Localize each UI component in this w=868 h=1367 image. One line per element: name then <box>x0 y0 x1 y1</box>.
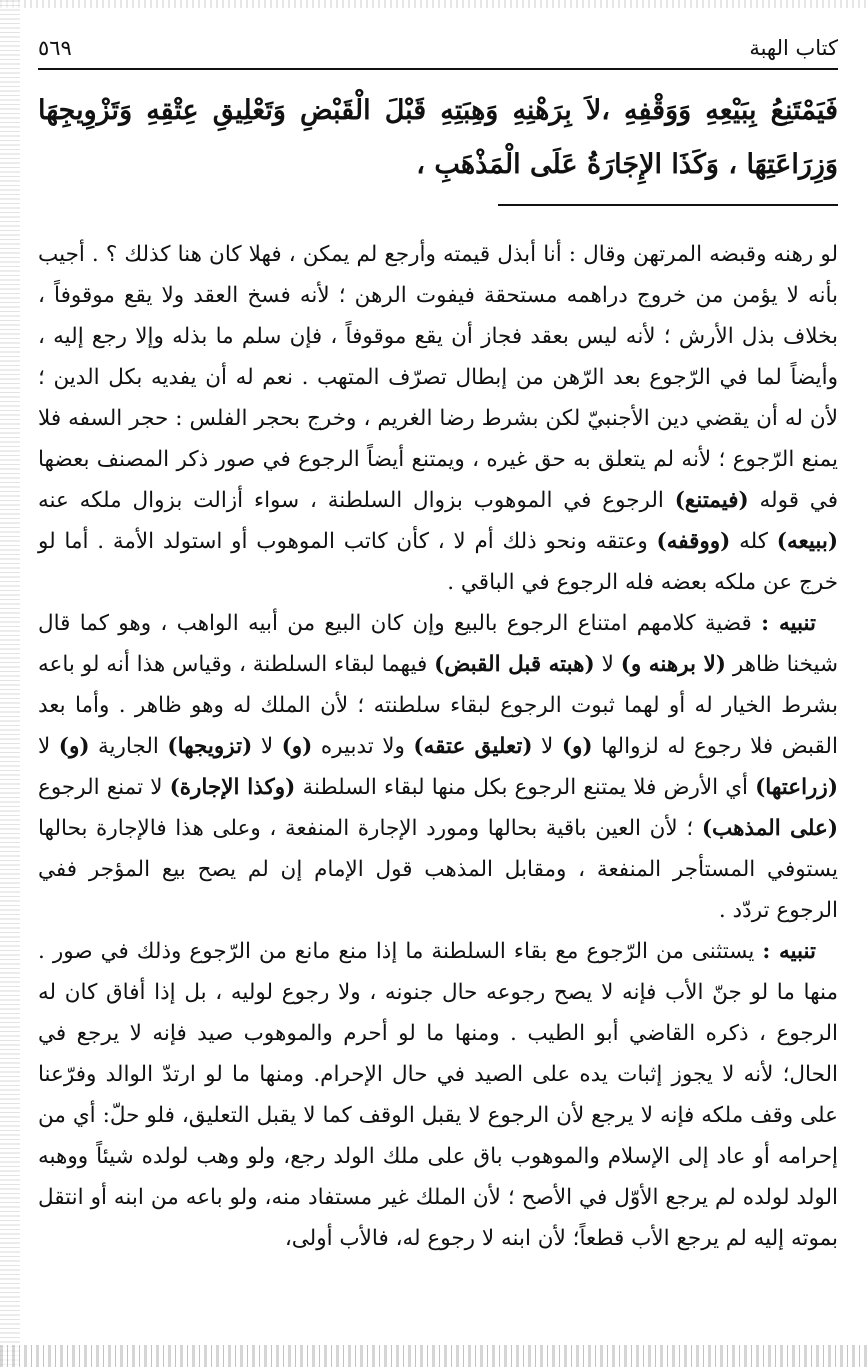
matn-text: فَيَمْتَنِعُ بِبَيْعِهِ وَوَقْفِهِ ،لاَ بِرَهْنِهِ وَهِبَتِهِ قَبْلَ الْقَبْضِ وَتَعْلِيقِ عِتْقِهِ وَتَزْوِيجِهَا وَزِرَاعَتِهَا ، وَكَذَا الإِجَارَةُ عَلَى الْمَذْهَبِ ، <box>38 95 838 180</box>
quoted-matn: (تزويجها) <box>167 734 253 759</box>
commentary-paragraph-3 <box>38 931 838 1259</box>
quoted-matn: (و) <box>281 734 313 759</box>
quoted-matn: (على المذهب) <box>701 816 838 841</box>
scan-edge-top <box>0 0 868 8</box>
quoted-matn: (وكذا الإجارة) <box>169 775 296 800</box>
commentary-text: لا <box>38 734 51 759</box>
commentary <box>38 234 838 1259</box>
commentary-text: لا تمنع الرجوع <box>38 775 163 800</box>
page-number: ٥٦٩ <box>38 36 72 60</box>
commentary-text: ؛ لأن العين باقية بحالها ومورد الإجارة المنفعة ، وعلى هذا فالإجارة بحالها يستوفي المستأجر المنفعة ، ومقابل المذهب قول الإمام إن لم يصح بيع المؤجر ففي الرجوع تردّد . <box>38 816 838 923</box>
commentary-text: لا <box>541 734 554 759</box>
commentary-text: يستثنى من الرّجوع مع بقاء السلطنة ما إذا منع مانع من الرّجوع وذلك في صور . منها ما لو جنّ الأب فإنه لا يصح رجوعه حال جنونه ، ولا رجوع لوليه ، بل إذا أفاق كان له الرجوع ، ذكره القاضي أبو الطيب . ومنها ما لو أحرم والموهوب صيد فإنه لا يرجع في الحال؛ لأنه لا يجوز إثبات يده على الصيد في حال الإحرام. ومنها ما لو ارتدّ الوالد وفرّعنا على وقف ملكه فإنه لا يرجع لأن الرجوع لا يقبل الوقف كما لا يقبل التعليق، فلو حلّ: أي من إحرامه أو عاد إلى الإسلام والموهوب باق على ملك الولد رجع، ولو وهب لولده شيئاً ووهبه الولد لولده لم يرجع الأوّل في الأصح ؛ لأن الملك غير مستفاد منه، ولو باعه من ابنه أو انتقل بموته إليه لم يرجع الأب قطعاً؛ لأن ابنه لا رجوع له، فالأب أولى، <box>38 939 838 1251</box>
commentary-text: الجارية <box>98 734 159 759</box>
quoted-matn: (و) <box>58 734 90 759</box>
commentary-text: كله <box>739 529 769 554</box>
commentary-text: قضية كلامهم امتناع الرجوع بالبيع وإن كان البيع من أبيه الواهب ، وهو كما قال شيخنا ظاهر <box>38 611 839 677</box>
tanbih-label: تنبيه : <box>761 611 816 636</box>
book-title: كتاب الهبة <box>749 36 838 60</box>
matn-separator-rule <box>498 204 838 206</box>
commentary-text: وعتقه ونحو ذلك أم لا ، كأن كاتب الموهوب أو استولد الأمة . أما لو خرج عن ملكه بعضه فله الرجوع في الباقي . <box>38 529 838 595</box>
quoted-matn: (و) <box>561 734 593 759</box>
scan-edge-left <box>0 0 20 1367</box>
tanbih-label: تنبيه : <box>762 939 816 964</box>
quoted-matn: (زراعتها) <box>755 775 838 800</box>
commentary-text: أي الأرض فلا يمتنع الرجوع بكل منها لبقاء السلطنة <box>302 775 748 800</box>
commentary-paragraph-2 <box>38 603 838 931</box>
commentary-paragraph-1 <box>38 234 838 603</box>
quoted-matn: (ببيعه) <box>776 529 839 554</box>
quoted-matn: (تعليق عتقه) <box>413 734 533 759</box>
header-rule <box>38 68 838 70</box>
quoted-matn: (ووقفه) <box>656 529 731 554</box>
commentary-text: لا <box>260 734 274 759</box>
commentary-text: لا <box>601 652 614 677</box>
commentary-text: ولا تدبيره <box>320 734 405 759</box>
commentary-text: لو رهنه وقبضه المرتهن وقال : أنا أبذل قيمته وأرجع لم يمكن ، فهلا كان هنا كذلك ؟ . أجيب بأنه لا يؤمن من خروج دراهمه مستحقة فيفوت الرهن ؛ لأنه فسخ العقد ولا يقع موقوفاً ، بخلاف بذل الأرش ؛ لأنه ليس بعقد فجاز أن يقع موقوفاً ، فإن سلم ما بذله وإلا رجع إليه ، وأيضاً لما في الرّجوع بعد الرّهن من إبطال تصرّف المتهب . نعم له أن يفديه بكل الدين ؛ لأن له أن يقضي دين الأجنبيّ لكن بشرط رضا الغريم ، وخرج بحجر الفلس : حجر السفه فلا يمنع الرّجوع ؛ لأنه لم يتعلق به حق غيره ، ويمتنع أيضاً الرجوع في صور ذكر المصنف بعضها في قوله <box>38 242 838 513</box>
quoted-matn: (فيمتنع) <box>674 488 749 513</box>
quoted-matn: (لا برهنه و) <box>620 652 726 677</box>
commentary-text: فيهما لبقاء السلطنة ، وقياس هذا أنه لو باعه بشرط الخيار له أو لهما ثبوت الرجوع لبقاء سلطنته ؛ لأن الملك له وهو ظاهر . وأما بعد القبض فلا رجوع له لزوالها <box>38 652 838 759</box>
commentary-text: الرجوع في الموهوب بزوال السلطنة ، سواء أزالت بزوال ملكه عنه <box>38 488 664 513</box>
quoted-matn: (هبته قبل القبض) <box>434 652 595 677</box>
scan-edge-bottom <box>0 1345 868 1367</box>
page-header <box>38 28 838 68</box>
